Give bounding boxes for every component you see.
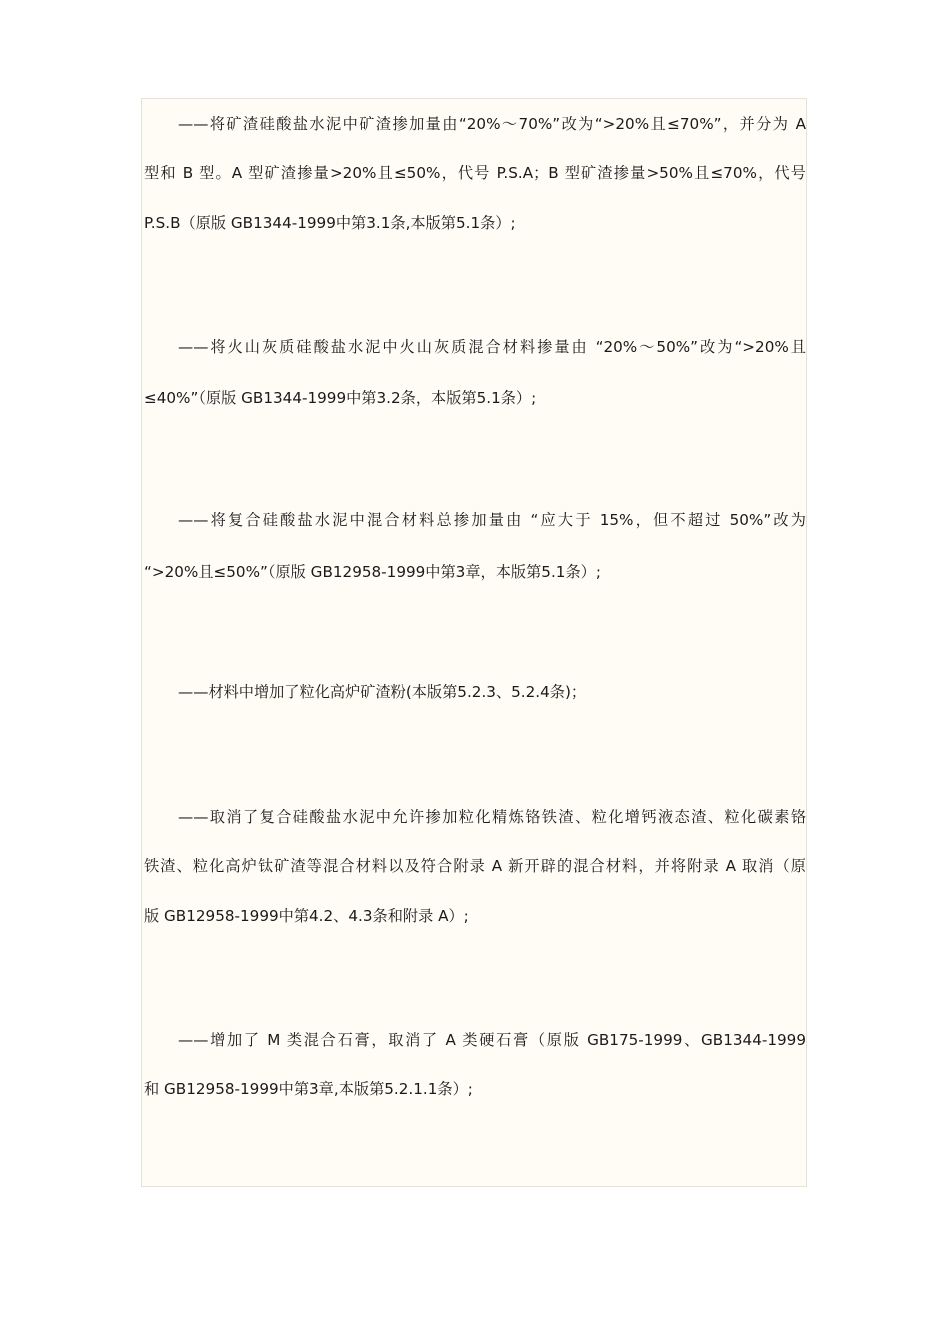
document-text-box — [141, 98, 807, 1187]
paragraph-6-line-2: 和 GB12958-1999中第3章,本版第5.2.1.1条）; — [144, 1080, 473, 1098]
paragraph-1-line-3: P.S.B（原版 GB1344-1999中第3.1条,本版第5.1条）; — [144, 214, 516, 232]
paragraph-3-line-1: ——将复合硅酸盐水泥中混合材料总掺加量由 “应大于 15%，但不超过 50%”改为 — [178, 511, 806, 529]
paragraph-1-line-1: ——将矿渣硅酸盐水泥中矿渣掺加量由“20%～70%”改为“>20%且≤70%”，并分为 A — [178, 115, 806, 133]
paragraph-5-line-3: 版 GB12958-1999中第4.2、4.3条和附录 A）; — [144, 907, 469, 925]
paragraph-5-line-1: ——取消了复合硅酸盐水泥中允许掺加粒化精炼铬铁渣、粒化增钙液态渣、粒化碳素铬 — [178, 808, 806, 826]
paragraph-2-line-1: ——将火山灰质硅酸盐水泥中火山灰质混合材料掺量由 “20%～50%”改为“>20%且 — [178, 338, 806, 356]
paragraph-2-line-2: ≤40%”（原版 GB1344-1999中第3.2条，本版第5.1条）; — [144, 389, 537, 407]
paragraph-1-line-2: 型和 B 型。A 型矿渣掺量>20%且≤50%，代号 P.S.A；B 型矿渣掺量>50%且≤70%，代号 — [144, 164, 806, 182]
paragraph-6-line-1: ——增加了 M 类混合石膏，取消了 A 类硬石膏（原版 GB175-1999、GB1344-1999 — [178, 1031, 806, 1049]
paragraph-5-line-2: 铁渣、粒化高炉钛矿渣等混合材料以及符合附录 A 新开辟的混合材料，并将附录 A 取消（原 — [144, 857, 806, 875]
paragraph-3-line-2: “>20%且≤50%”（原版 GB12958-1999中第3章，本版第5.1条）; — [144, 563, 601, 581]
paragraph-4-line-1: ——材料中增加了粒化高炉矿渣粉(本版第5.2.3、5.2.4条)； — [178, 683, 587, 701]
